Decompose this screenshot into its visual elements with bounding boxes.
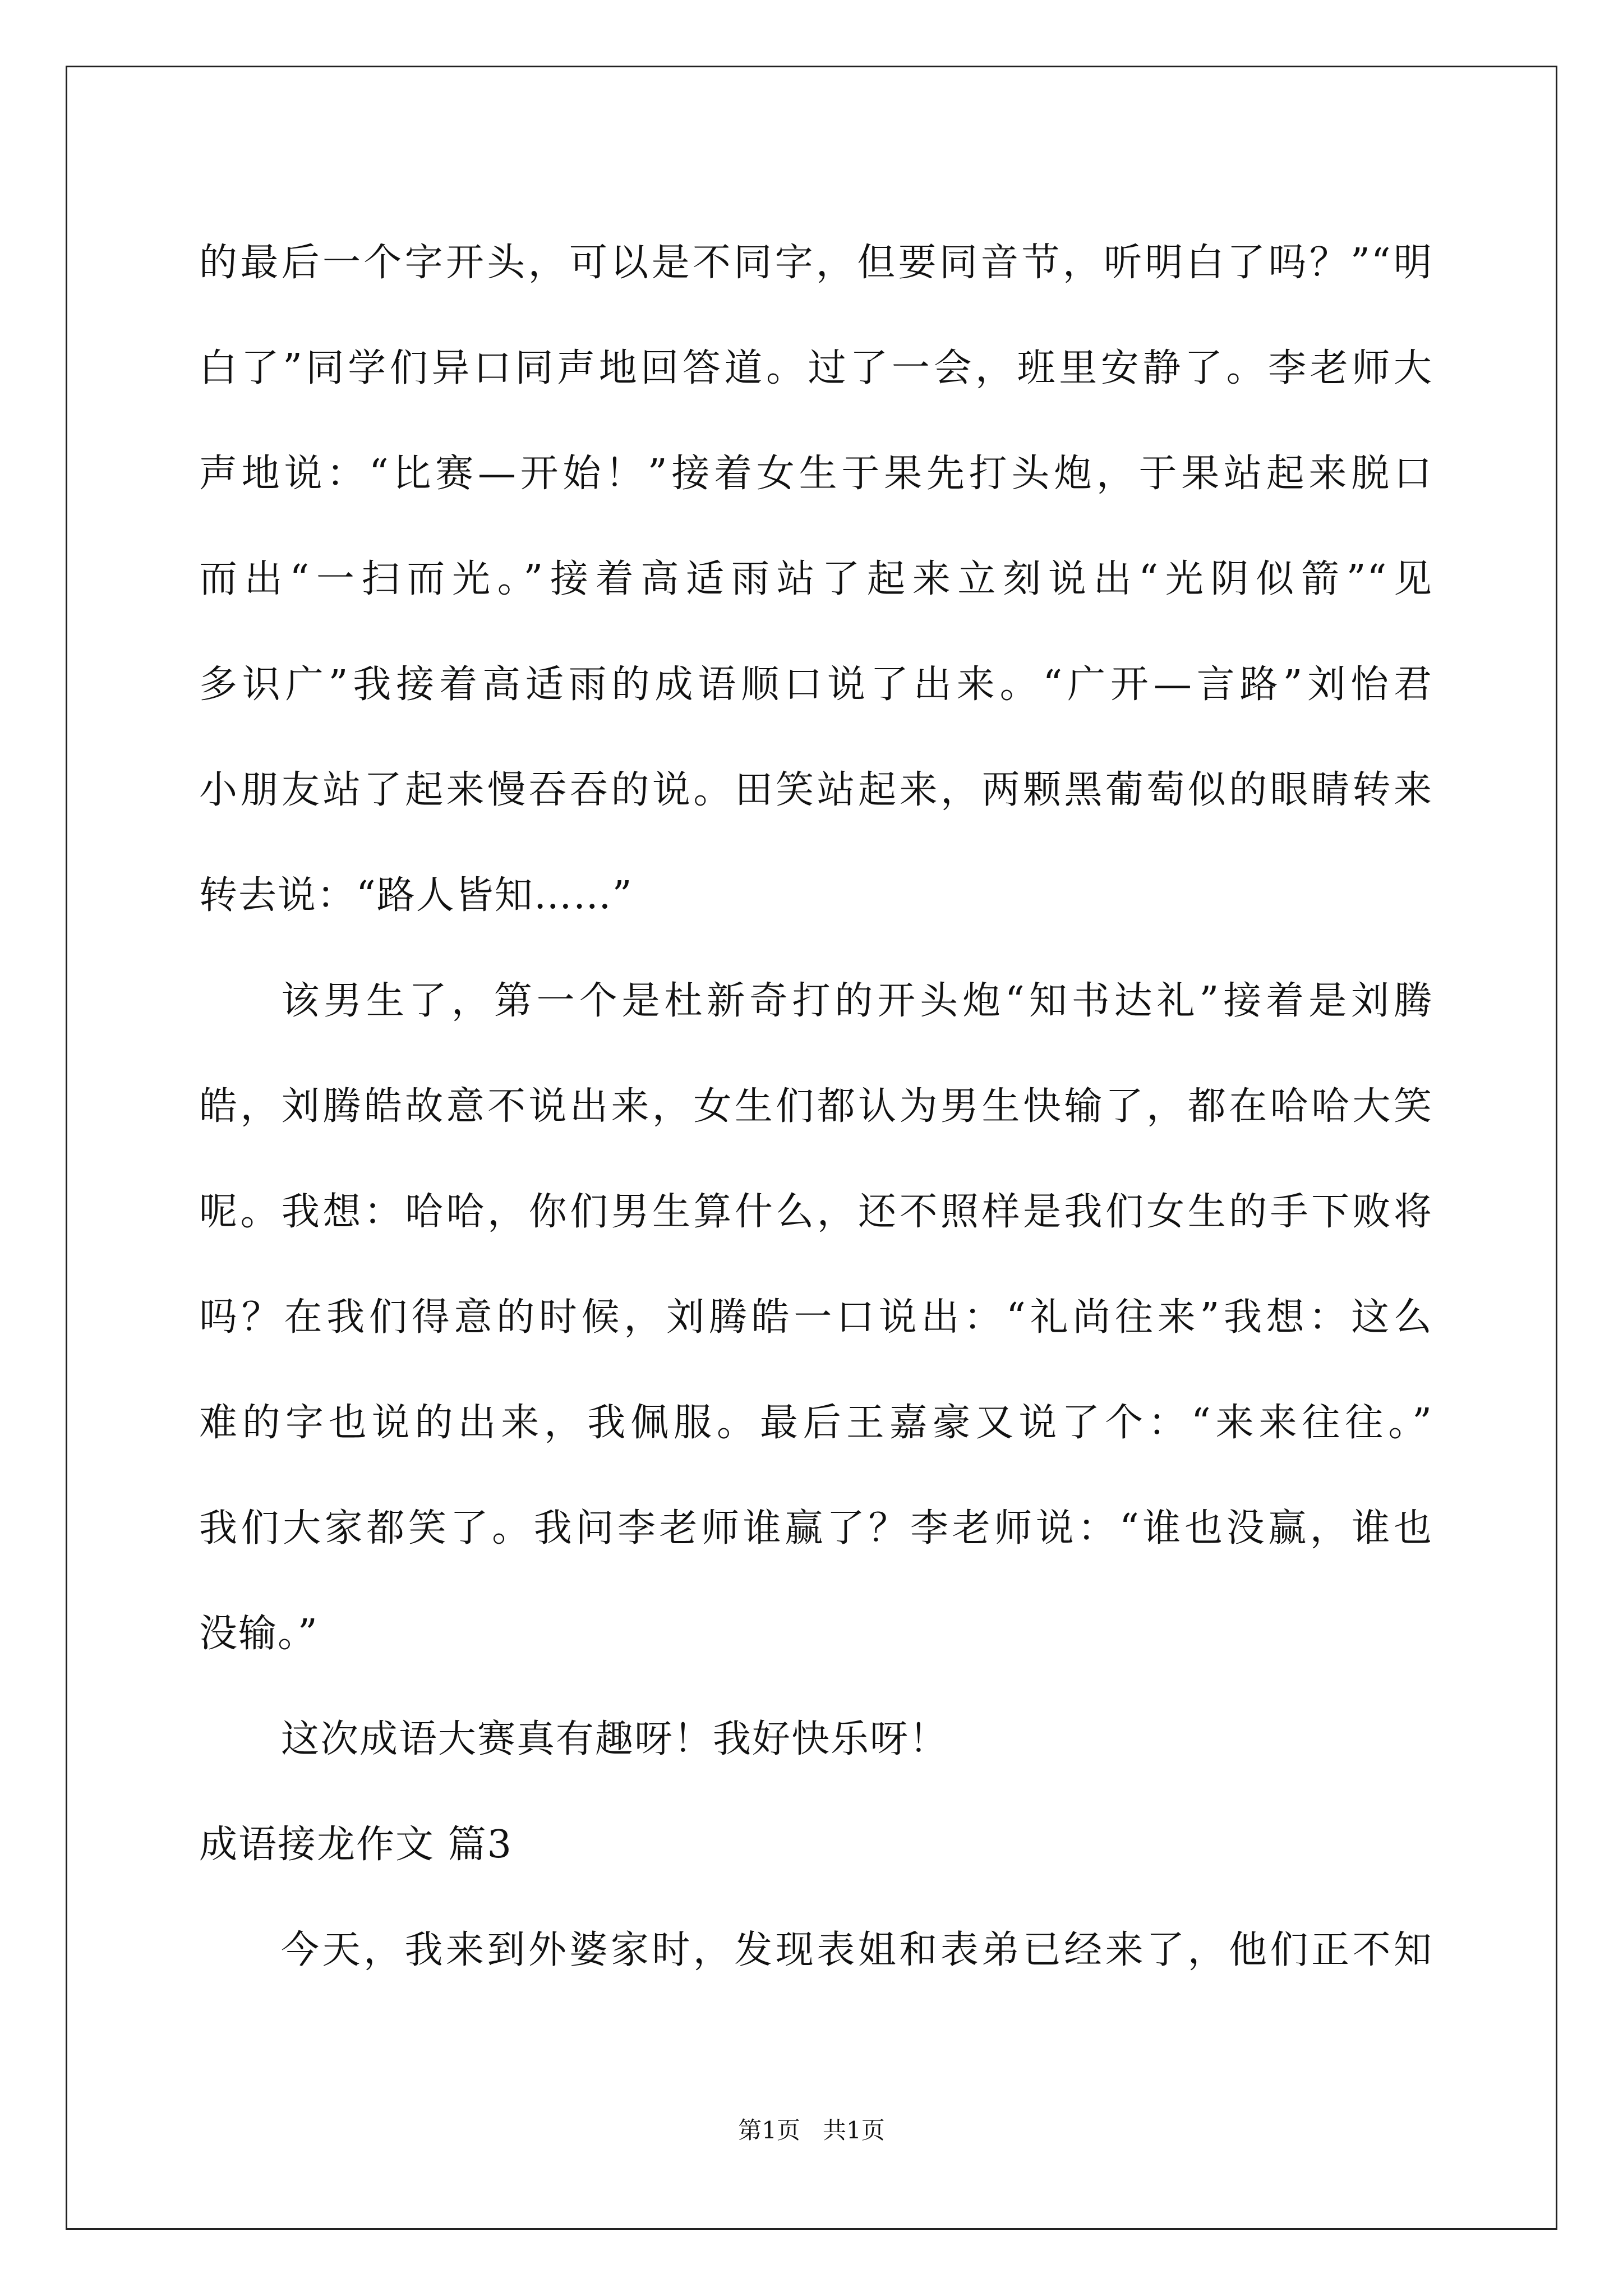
text-line: 皓，刘腾皓故意不说出来，女生们都认为男生快输了，都在哈哈大笑 [199,1084,1433,1129]
text-line: 而出“一扫而光。”接着高适雨站了起来立刻说出“光阴似箭”“见 [199,557,1433,601]
paragraph-first-line: 这次成语大赛真有趣呀！我好快乐呀！ [281,1717,949,1761]
text-line: 的最后一个字开头，可以是不同字，但要同音节，听明白了吗？”“明 [199,241,1433,285]
section-heading: 成语接龙作文 篇3 [199,1823,513,1867]
text-line: 小朋友站了起来慢吞吞的说。田笑站起来，两颗黑葡萄似的眼睛转来 [199,768,1433,812]
text-line: 声地说：“比赛—开始！”接着女生于果先打头炮，于果站起来脱口 [199,452,1433,496]
text-line: 多识广”我接着高适雨的成语顺口说了出来。“广开—言路”刘怡君 [199,662,1433,707]
paragraph-first-line: 今天，我来到外婆家时，发现表姐和表弟已经来了，他们正不知 [281,1928,1433,1972]
text-line: 我们大家都笑了。我问李老师谁赢了？李老师说：“谁也没赢，谁也 [199,1506,1433,1550]
page-footer: 第1页 共1页 [738,2116,885,2144]
text-line: 呢。我想：哈哈，你们男生算什么，还不照样是我们女生的手下败将 [199,1190,1433,1234]
document-body [199,210,1433,2003]
text-line: 吗？在我们得意的时候，刘腾皓一口说出：“礼尚往来”我想：这么 [199,1295,1433,1340]
text-line: 难的字也说的出来，我佩服。最后王嘉豪又说了个：“来来往往。” [199,1401,1433,1445]
text-line: 白了”同学们异口同声地回答道。过了一会，班里安静了。李老师大 [199,346,1433,390]
paragraph-first-line: 该男生了，第一个是杜新奇打的开头炮“知书达礼”接着是刘腾 [281,979,1433,1023]
text-line: 转去说：“路人皆知……” [199,873,633,918]
text-line: 没输。” [199,1612,319,1656]
